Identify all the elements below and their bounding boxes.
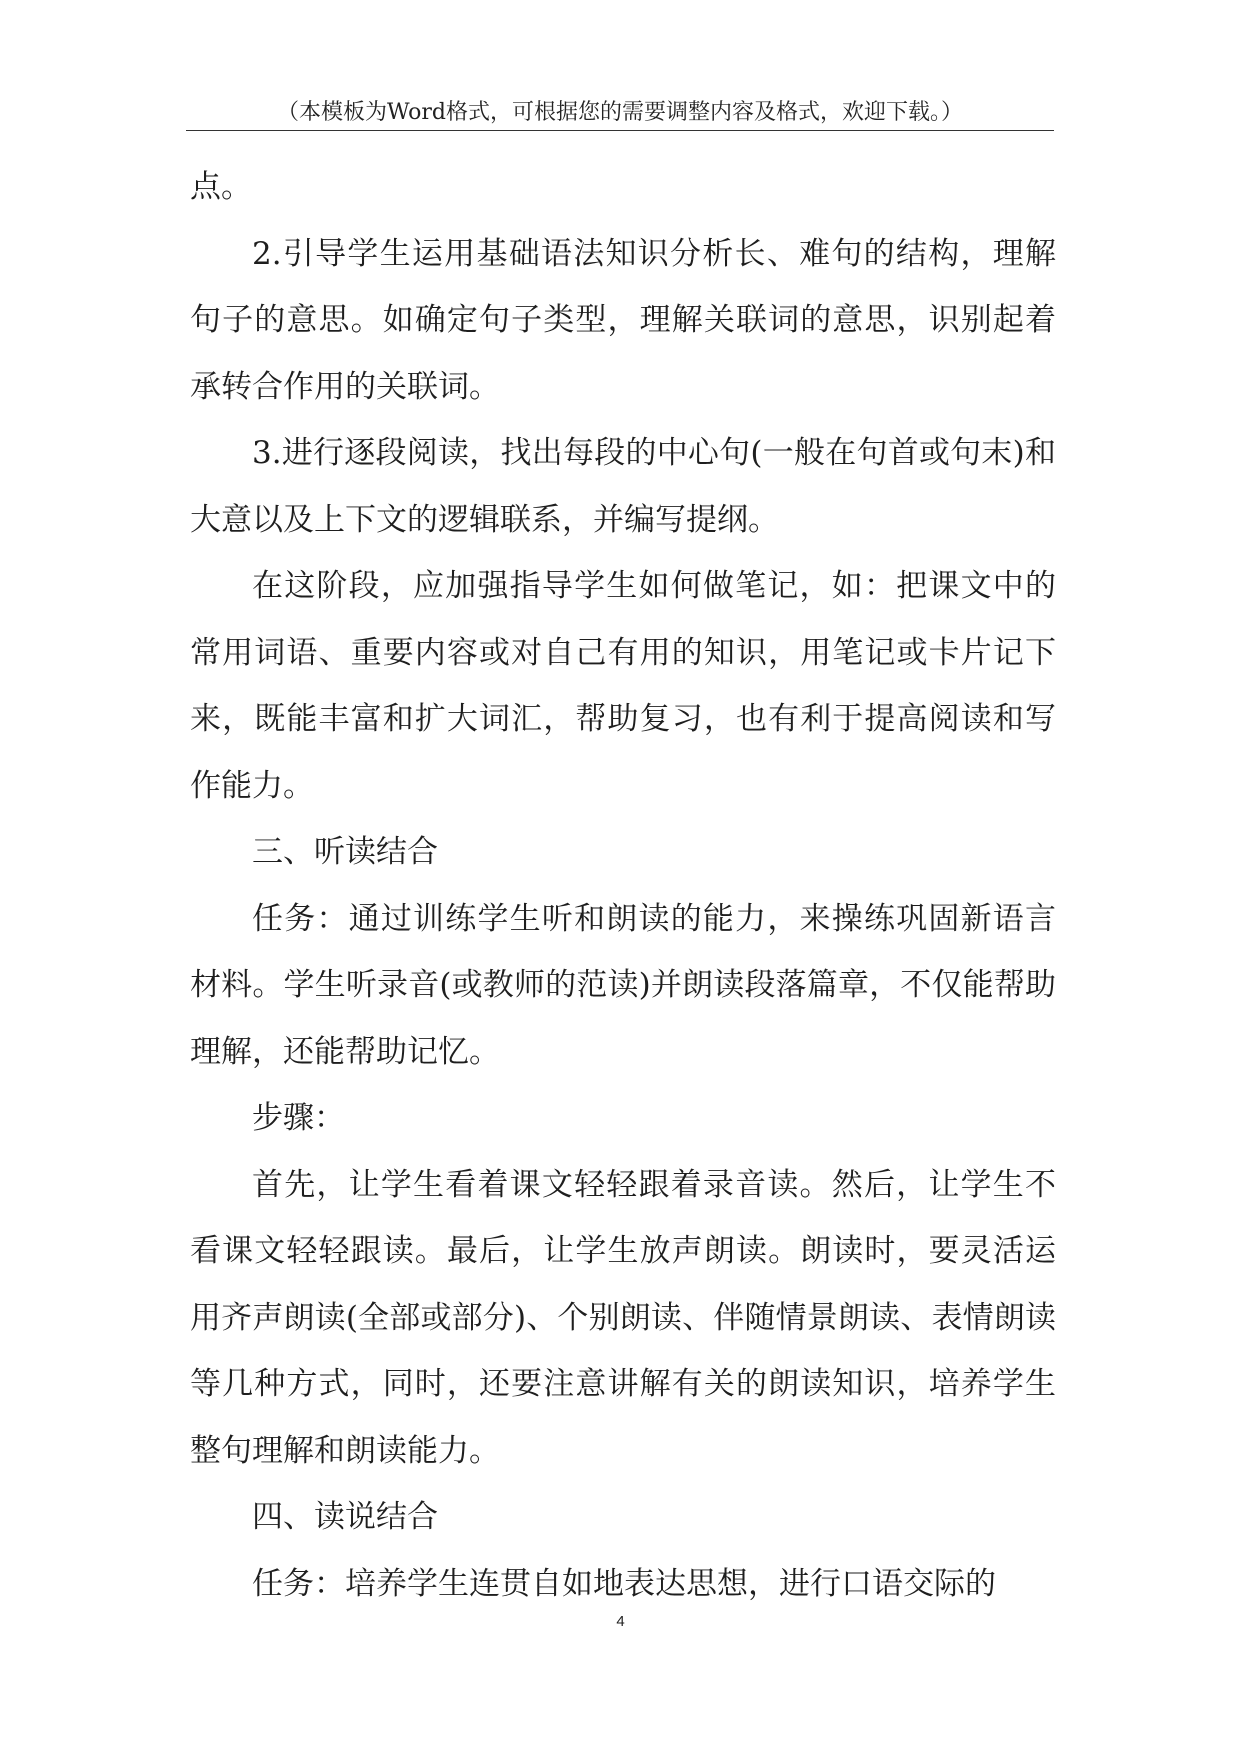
document-body — [190, 154, 1056, 1617]
paragraph: 三、听读结合 — [252, 834, 438, 870]
paragraph: 2.引导学生运用基础语法知识分析长、难句的结构，理解句子的意思。如确定句子类型，理解关联词的意思，识别起着承转合作用的关联词。 — [190, 235, 1056, 405]
page-number: 4 — [616, 1613, 625, 1630]
paragraph: 首先，让学生看着课文轻轻跟着录音读。然后，让学生不看课文轻轻跟读。最后，让学生放声朗读。朗读时，要灵活运用齐声朗读(全部或部分)、个别朗读、伴随情景朗读、表情朗读等几种方式，同时，还要注意讲解有关的朗读知识，培养学生整句理解和朗读能力。 — [190, 1166, 1056, 1469]
paragraph: 点。 — [190, 169, 252, 205]
paragraph: 任务：培养学生连贯自如地表达思想，进行口语交际的 — [252, 1565, 996, 1602]
paragraph: 四、读说结合 — [252, 1499, 438, 1535]
paragraph: 在这阶段，应加强指导学生如何做笔记，如：把课文中的常用词语、重要内容或对自己有用的知识，用笔记或卡片记下来，既能丰富和扩大词汇，帮助复习，也有利于提高阅读和写作能力。 — [190, 568, 1056, 804]
paragraph: 步骤： — [252, 1100, 345, 1136]
paragraph: 3.进行逐段阅读，找出每段的中心句(一般在句首或句末)和大意以及上下文的逻辑联系，并编写提纲。 — [190, 435, 1056, 538]
header-divider — [186, 130, 1054, 131]
header-note: （本模板为Word格式，可根据您的需要调整内容及格式，欢迎下载。） — [277, 100, 963, 125]
paragraph: 任务：通过训练学生听和朗读的能力，来操练巩固新语言材料。学生听录音(或教师的范读)并朗读段落篇章，不仅能帮助理解，还能帮助记忆。 — [190, 900, 1056, 1070]
